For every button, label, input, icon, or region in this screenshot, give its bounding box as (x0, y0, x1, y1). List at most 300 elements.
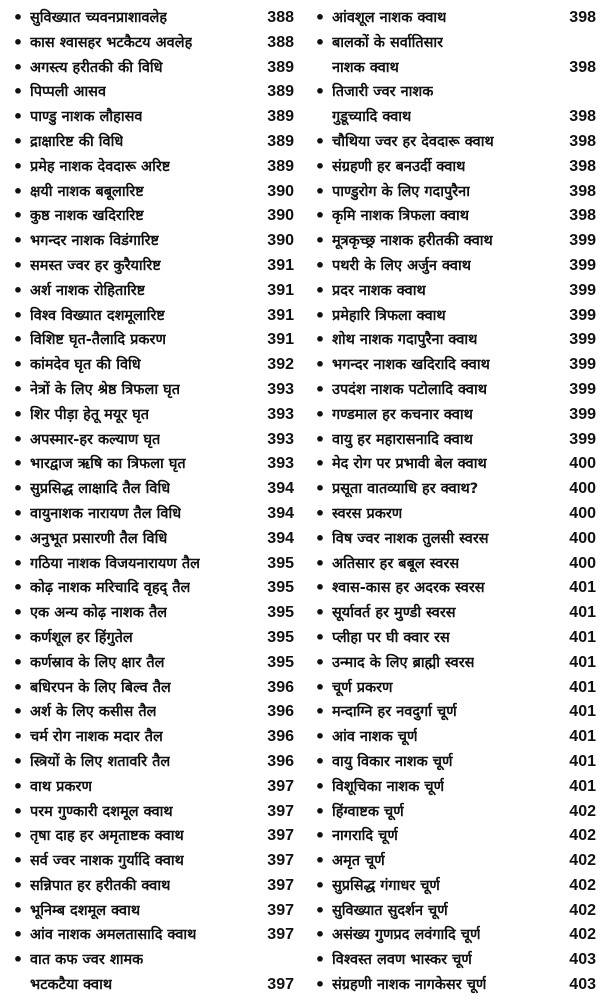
entry-page-number: 395 (267, 653, 294, 671)
entry-page-number: 400 (569, 554, 596, 572)
entry-page-number: 392 (267, 356, 294, 374)
toc-entry (6, 651, 294, 676)
entry-page-number: 398 (569, 9, 596, 26)
toc-entry (6, 80, 294, 105)
bullet-icon: • (314, 900, 326, 920)
bullet-icon: • (314, 702, 326, 722)
entry-page-number: 391 (267, 306, 294, 324)
toc-entry (308, 204, 596, 229)
toc-entry (6, 874, 294, 899)
bullet-icon: • (314, 404, 326, 424)
entry-page-number: 397 (267, 827, 294, 845)
entry-page-number: 388 (267, 33, 294, 51)
entry-title: वाथ प्रकरण (30, 778, 92, 795)
entry-title: आंव नाशक चूर्ण (332, 729, 418, 746)
bullet-icon: • (314, 652, 326, 672)
entry-title: भटकटैया क्वाथ (30, 977, 113, 994)
entry-title: प्रसूता वातव्याधि हर क्वाथ? (332, 481, 479, 498)
entry-title: प्रमेह नाशक देवदारू अरिष्ट (30, 158, 171, 175)
toc-entry (308, 676, 596, 701)
bullet-icon: • (12, 379, 24, 399)
toc-entry (308, 800, 596, 825)
entry-page-number: 399 (569, 380, 596, 398)
entry-title: एक अन्य कोढ़ नाशक तैल (30, 605, 168, 622)
toc-entry (6, 676, 294, 701)
bullet-icon: • (12, 32, 24, 52)
bullet-icon: • (314, 305, 326, 325)
entry-page-number: 393 (267, 455, 294, 473)
entry-title: प्रमेहारि त्रिफला क्वाथ (332, 307, 446, 324)
toc-entry (308, 775, 596, 800)
entry-page-number: 389 (267, 132, 294, 150)
entry-page-number: 399 (569, 356, 596, 374)
entry-title: बालकों के सर्वातिसार (332, 34, 444, 51)
toc-entry (308, 700, 596, 725)
entry-page-number: 397 (267, 852, 294, 870)
bullet-icon: • (314, 801, 326, 821)
entry-title: पाण्डु नाशक लौहासव (30, 109, 143, 126)
entry-title: नेत्रों के लिए श्रेष्ठ त्रिफला घृत (30, 381, 180, 398)
toc-entry (6, 601, 294, 626)
bullet-icon: • (12, 776, 24, 796)
bullet-icon: • (12, 181, 24, 201)
bullet-icon: • (12, 330, 24, 350)
toc-entry (308, 403, 596, 428)
entry-title: कृमि नाशक त्रिफला क्वाथ (332, 208, 470, 225)
entry-title: अपस्मार-हर कल्याण घृत (30, 431, 161, 448)
entry-title: वायुनाशक नारायण तैल विधि (30, 505, 182, 522)
bullet-icon: • (12, 231, 24, 251)
bullet-icon: • (12, 801, 24, 821)
toc-entry (6, 775, 294, 800)
entry-page-number: 402 (569, 852, 596, 870)
bullet-icon: • (12, 404, 24, 424)
toc-entry (6, 725, 294, 750)
entry-title: भूनिम्ब दशमूल क्वाथ (30, 902, 141, 919)
entry-page-number: 400 (569, 504, 596, 522)
toc-entry (308, 502, 596, 527)
entry-page-number: 394 (267, 480, 294, 498)
entry-page-number: 398 (569, 58, 596, 76)
toc-entry (308, 254, 596, 279)
entry-title: आंवशूल नाशक क्वाथ (332, 10, 447, 26)
toc-entry (6, 31, 294, 56)
entry-page-number: 399 (569, 232, 596, 250)
bullet-icon: • (12, 355, 24, 375)
entry-page-number: 398 (569, 182, 596, 200)
entry-page-number: 397 (267, 777, 294, 795)
toc-entry (308, 973, 596, 998)
entry-page-number: 400 (569, 455, 596, 473)
entry-title: अतिसार हर बबूल स्वरस (332, 555, 460, 572)
toc-entry (6, 452, 294, 477)
toc-entry (6, 105, 294, 130)
entry-title: पथरी के लिए अर्जुन क्वाथ (332, 257, 471, 274)
toc-entry (308, 552, 596, 577)
entry-page-number: 398 (569, 132, 596, 150)
toc-entry (6, 552, 294, 577)
toc-entry (308, 948, 596, 973)
toc-entry (6, 477, 294, 502)
entry-title: वायु विकार नाशक चूर्ण (332, 753, 453, 770)
bullet-icon: • (12, 57, 24, 77)
bullet-icon: • (314, 975, 326, 995)
entry-title: पिप्पली आसव (30, 84, 107, 101)
entry-title: संग्रहणी नाशक नागकेसर चूर्ण (332, 977, 487, 994)
entry-page-number: 395 (267, 628, 294, 646)
entry-page-number: 399 (569, 256, 596, 274)
bullet-icon: • (12, 702, 24, 722)
bullet-icon: • (12, 305, 24, 325)
bullet-icon: • (12, 503, 24, 523)
toc-entry (308, 378, 596, 403)
bullet-icon: • (12, 751, 24, 771)
entry-title: श्वास-कास हर अदरक स्वरस (332, 580, 485, 597)
entry-page-number: 402 (569, 802, 596, 820)
entry-title: शिर पीड़ा हेतू मयूर घृत (30, 406, 150, 423)
bullet-icon: • (12, 851, 24, 871)
bullet-icon: • (314, 553, 326, 573)
toc-right-column (308, 6, 596, 998)
bullet-icon: • (12, 627, 24, 647)
bullet-icon: • (12, 603, 24, 623)
toc-entry (6, 279, 294, 304)
toc-left-column (6, 6, 294, 998)
entry-title: शोथ नाशक गदापुरैना क्वाथ (332, 332, 478, 349)
entry-title: वात कफ ज्वर शामक (30, 952, 144, 969)
entry-title: मन्दाग्नि हर नवदुर्गा चूर्ण (332, 704, 457, 721)
bullet-icon: • (12, 950, 24, 970)
bullet-icon: • (12, 677, 24, 697)
toc-entry (6, 180, 294, 205)
bullet-icon: • (12, 156, 24, 176)
bullet-icon: • (314, 826, 326, 846)
entry-title: सुप्रसिद्ध लाक्षादि तैल विधि (30, 481, 171, 498)
bullet-icon: • (314, 727, 326, 747)
entry-title: भगन्दर नाशक खदिरादि क्वाथ (332, 357, 490, 374)
entry-title: कर्णशूल हर हिंगुतेल (30, 629, 133, 646)
entry-title: सूर्यावर्त हर मुण्डी स्वरस (332, 605, 456, 622)
entry-page-number: 397 (267, 926, 294, 944)
entry-page-number: 403 (569, 951, 596, 969)
entry-title: भगन्दर नाशक विडंगारिष्ट (30, 233, 160, 250)
entry-title: गुडूच्यादि क्वाथ (332, 109, 412, 126)
entry-page-number: 390 (267, 207, 294, 225)
toc-entry (308, 849, 596, 874)
entry-title: नागरादि चूर्ण (332, 828, 398, 845)
entry-page-number: 401 (569, 752, 596, 770)
entry-title: संग्रहणी हर बनउर्दी क्वाथ (332, 158, 466, 175)
bullet-icon: • (314, 479, 326, 499)
entry-page-number: 397 (267, 976, 294, 994)
toc-entry (6, 378, 294, 403)
toc-entry (6, 527, 294, 552)
toc-entry (6, 576, 294, 601)
entry-title: सुप्रसिद्ध गंगाधर चूर्ण (332, 877, 440, 894)
toc-entry (308, 923, 596, 948)
toc-entry (308, 824, 596, 849)
entry-page-number: 394 (267, 529, 294, 547)
entry-page-number: 402 (569, 827, 596, 845)
bullet-icon: • (12, 826, 24, 846)
bullet-icon: • (314, 503, 326, 523)
entry-page-number: 389 (267, 157, 294, 175)
bullet-icon: • (314, 578, 326, 598)
entry-page-number: 402 (569, 876, 596, 894)
toc-entry (6, 304, 294, 329)
bullet-icon: • (12, 479, 24, 499)
bullet-icon: • (314, 8, 326, 27)
entry-title: समस्त ज्वर हर कुरैयारिष्ट (30, 257, 161, 274)
bullet-icon: • (314, 379, 326, 399)
toc-entry (308, 477, 596, 502)
bullet-icon: • (314, 454, 326, 474)
bullet-icon: • (314, 429, 326, 449)
toc-entry (6, 204, 294, 229)
entry-title: हिंग्वाष्टक चूर्ण (332, 803, 404, 820)
entry-page-number: 400 (569, 529, 596, 547)
entry-page-number: 396 (267, 703, 294, 721)
bullet-icon: • (314, 950, 326, 970)
bullet-icon: • (12, 429, 24, 449)
bullet-icon: • (12, 900, 24, 920)
entry-title: वायु हर महारासनादि क्वाथ (332, 431, 473, 448)
entry-title: प्लीहा पर घी क्वार रस (332, 629, 450, 646)
toc-entry (308, 750, 596, 775)
bullet-icon: • (12, 528, 24, 548)
entry-page-number: 395 (267, 554, 294, 572)
entry-page-number: 400 (569, 480, 596, 498)
entry-page-number: 399 (569, 306, 596, 324)
bullet-icon: • (314, 330, 326, 350)
entry-page-number: 401 (569, 678, 596, 696)
entry-title: कोढ़ नाशक मरिचादि वृहद् तैल (30, 580, 191, 597)
entry-page-number: 396 (267, 752, 294, 770)
entry-title: अर्श के लिए कसीस तैल (30, 704, 157, 721)
entry-page-number: 389 (267, 83, 294, 101)
entry-page-number: 395 (267, 579, 294, 597)
bullet-icon: • (12, 553, 24, 573)
entry-page-number: 389 (267, 108, 294, 126)
toc-entry (308, 155, 596, 180)
entry-title: सुविख्यात सुदर्शन चूर्ण (332, 902, 448, 919)
toc-entry (6, 428, 294, 453)
entry-page-number: 398 (569, 207, 596, 225)
bullet-icon: • (12, 8, 24, 27)
entry-title: गठिया नाशक विजयनारायण तैल (30, 555, 200, 572)
entry-page-number: 393 (267, 380, 294, 398)
entry-page-number: 397 (267, 802, 294, 820)
toc-entry (6, 353, 294, 378)
toc-entry (6, 923, 294, 948)
bullet-icon: • (314, 206, 326, 226)
bullet-icon: • (12, 578, 24, 598)
bullet-icon: • (314, 82, 326, 102)
entry-page-number: 396 (267, 678, 294, 696)
entry-page-number: 389 (267, 58, 294, 76)
toc-entry (308, 626, 596, 651)
bullet-icon: • (314, 528, 326, 548)
toc-entry (6, 254, 294, 279)
toc-entry (308, 6, 596, 31)
bullet-icon: • (314, 677, 326, 697)
entry-title: उन्माद के लिए ब्राह्मी स्वरस (332, 654, 475, 671)
entry-title: अर्श नाशक रोहितारिष्ट (30, 282, 146, 299)
entry-page-number: 394 (267, 504, 294, 522)
entry-title: विशूचिका नाशक चूर्ण (332, 778, 445, 795)
entry-page-number: 401 (569, 777, 596, 795)
bullet-icon: • (12, 206, 24, 226)
toc-entry (308, 576, 596, 601)
bullet-icon: • (314, 851, 326, 871)
toc-entry (6, 750, 294, 775)
entry-page-number: 397 (267, 901, 294, 919)
bullet-icon: • (12, 82, 24, 102)
entry-title: भारद्वाज ऋषि का त्रिफला घृत (30, 456, 186, 473)
toc-entry (6, 899, 294, 924)
toc-entry (6, 948, 294, 998)
entry-title: अगस्त्य हरीतकी की विधि (30, 59, 163, 76)
toc-entry (6, 502, 294, 527)
entry-page-number: 396 (267, 728, 294, 746)
entry-title: बधिरपन के लिए बिल्व तैल (30, 679, 171, 696)
bullet-icon: • (12, 107, 24, 127)
bullet-icon: • (314, 131, 326, 151)
entry-title: असंख्य गुणप्रद लवंगादि चूर्ण (332, 927, 481, 944)
entry-title: आंव नाशक अमलतासादि क्वाथ (30, 927, 197, 944)
entry-page-number: 402 (569, 901, 596, 919)
entry-title: प्रदर नाशक क्वाथ (332, 282, 426, 299)
bullet-icon: • (314, 603, 326, 623)
toc-entry (6, 328, 294, 353)
bullet-icon: • (12, 255, 24, 275)
entry-title: तिजारी ज्वर नाशक (332, 84, 434, 101)
entry-title: चौथिया ज्वर हर देवदारू क्वाथ (332, 133, 494, 150)
bullet-icon: • (12, 652, 24, 672)
entry-title: मेद रोग पर प्रभावी बेल क्वाथ (332, 456, 487, 473)
toc-entry (308, 428, 596, 453)
toc-entry (308, 527, 596, 552)
entry-title: स्वरस प्रकरण (332, 505, 403, 522)
entry-title: कांमदेव घृत की विधि (30, 357, 141, 374)
entry-page-number: 399 (569, 281, 596, 299)
bullet-icon: • (12, 875, 24, 895)
bullet-icon: • (12, 727, 24, 747)
bullet-icon: • (12, 454, 24, 474)
entry-title: पाण्डुरोग के लिए गदापुरैना (332, 183, 470, 200)
entry-title: तृषा दाह हर अमृताष्टक क्वाथ (30, 828, 184, 845)
toc-entry (308, 353, 596, 378)
toc-entry (308, 304, 596, 329)
toc-entry (308, 601, 596, 626)
toc-entry (308, 452, 596, 477)
bullet-icon: • (314, 181, 326, 201)
entry-title: कास श्वासहर भटकैटय अवलेह (30, 34, 193, 51)
bullet-icon: • (314, 751, 326, 771)
entry-title: गण्डमाल हर कचनार क्वाथ (332, 406, 473, 423)
bullet-icon: • (314, 925, 326, 945)
entry-page-number: 399 (569, 405, 596, 423)
toc-entry (6, 403, 294, 428)
bullet-icon: • (314, 231, 326, 251)
entry-title: चर्म रोग नाशक मदार तैल (30, 729, 163, 746)
toc-entry (6, 824, 294, 849)
entry-page-number: 393 (267, 430, 294, 448)
entry-title: कुष्ठ नाशक खदिरारिष्ट (30, 208, 144, 225)
bullet-icon: • (12, 131, 24, 151)
entry-title: विष ज्वर नाशक तुलसी स्वरस (332, 530, 489, 547)
entry-title: उपदंश नाशक पटोलादि क्वाथ (332, 381, 488, 398)
entry-page-number: 390 (267, 232, 294, 250)
bullet-icon: • (314, 255, 326, 275)
entry-page-number: 390 (267, 182, 294, 200)
bullet-icon: • (12, 925, 24, 945)
entry-title: विशिष्ट घृत-तैलादि प्रकरण (30, 332, 166, 349)
toc-entry (308, 279, 596, 304)
toc-entry (308, 651, 596, 676)
entry-title: कर्णस्राव के लिए क्षार तैल (30, 654, 165, 671)
entry-page-number: 391 (267, 256, 294, 274)
bullet-icon: • (314, 875, 326, 895)
entry-title: मूत्रकृच्छ्र नाशक हरीतकी क्वाथ (332, 233, 493, 250)
entry-title: विश्वस्त लवण भास्कर चूर्ण (332, 952, 472, 969)
toc-entry (308, 899, 596, 924)
toc-entry (6, 56, 294, 81)
bullet-icon: • (314, 776, 326, 796)
toc-entry (308, 874, 596, 899)
entry-page-number: 398 (569, 108, 596, 126)
bullet-icon: • (314, 156, 326, 176)
toc-entry (308, 31, 596, 81)
toc-entry (6, 800, 294, 825)
entry-page-number: 393 (267, 405, 294, 423)
toc-entry (6, 155, 294, 180)
entry-title: चूर्ण प्रकरण (332, 679, 393, 696)
entry-page-number: 401 (569, 703, 596, 721)
entry-page-number: 401 (569, 628, 596, 646)
entry-page-number: 399 (569, 430, 596, 448)
entry-page-number: 402 (569, 926, 596, 944)
toc-entry (6, 229, 294, 254)
toc-entry (6, 130, 294, 155)
bullet-icon: • (314, 627, 326, 647)
entry-page-number: 401 (569, 728, 596, 746)
entry-page-number: 398 (569, 157, 596, 175)
toc-entry (308, 328, 596, 353)
entry-page-number: 403 (569, 976, 596, 994)
toc-entry (308, 80, 596, 130)
entry-page-number: 391 (267, 331, 294, 349)
bullet-icon: • (12, 280, 24, 300)
bullet-icon: • (314, 280, 326, 300)
entry-title: सर्व ज्वर नाशक गुर्यादि क्वाथ (30, 853, 184, 870)
toc-entry (308, 180, 596, 205)
bullet-icon: • (314, 32, 326, 52)
entry-page-number: 395 (267, 604, 294, 622)
entry-title: परम गुण्कारी दशमूल क्वाथ (30, 803, 173, 820)
entry-title: अनुभूत प्रसारणी तैल विधि (30, 530, 168, 547)
toc-entry (6, 849, 294, 874)
entry-page-number: 397 (267, 876, 294, 894)
toc-entry (308, 725, 596, 750)
entry-page-number: 399 (569, 331, 596, 349)
entry-page-number: 401 (569, 579, 596, 597)
entry-title: सन्निपात हर हरीतकी क्वाथ (30, 877, 171, 894)
entry-title: नाशक क्वाथ (332, 59, 399, 76)
toc-entry (6, 700, 294, 725)
entry-title: विश्व विख्यात दशमूलारिष्ट (30, 307, 165, 324)
toc-entry (6, 626, 294, 651)
